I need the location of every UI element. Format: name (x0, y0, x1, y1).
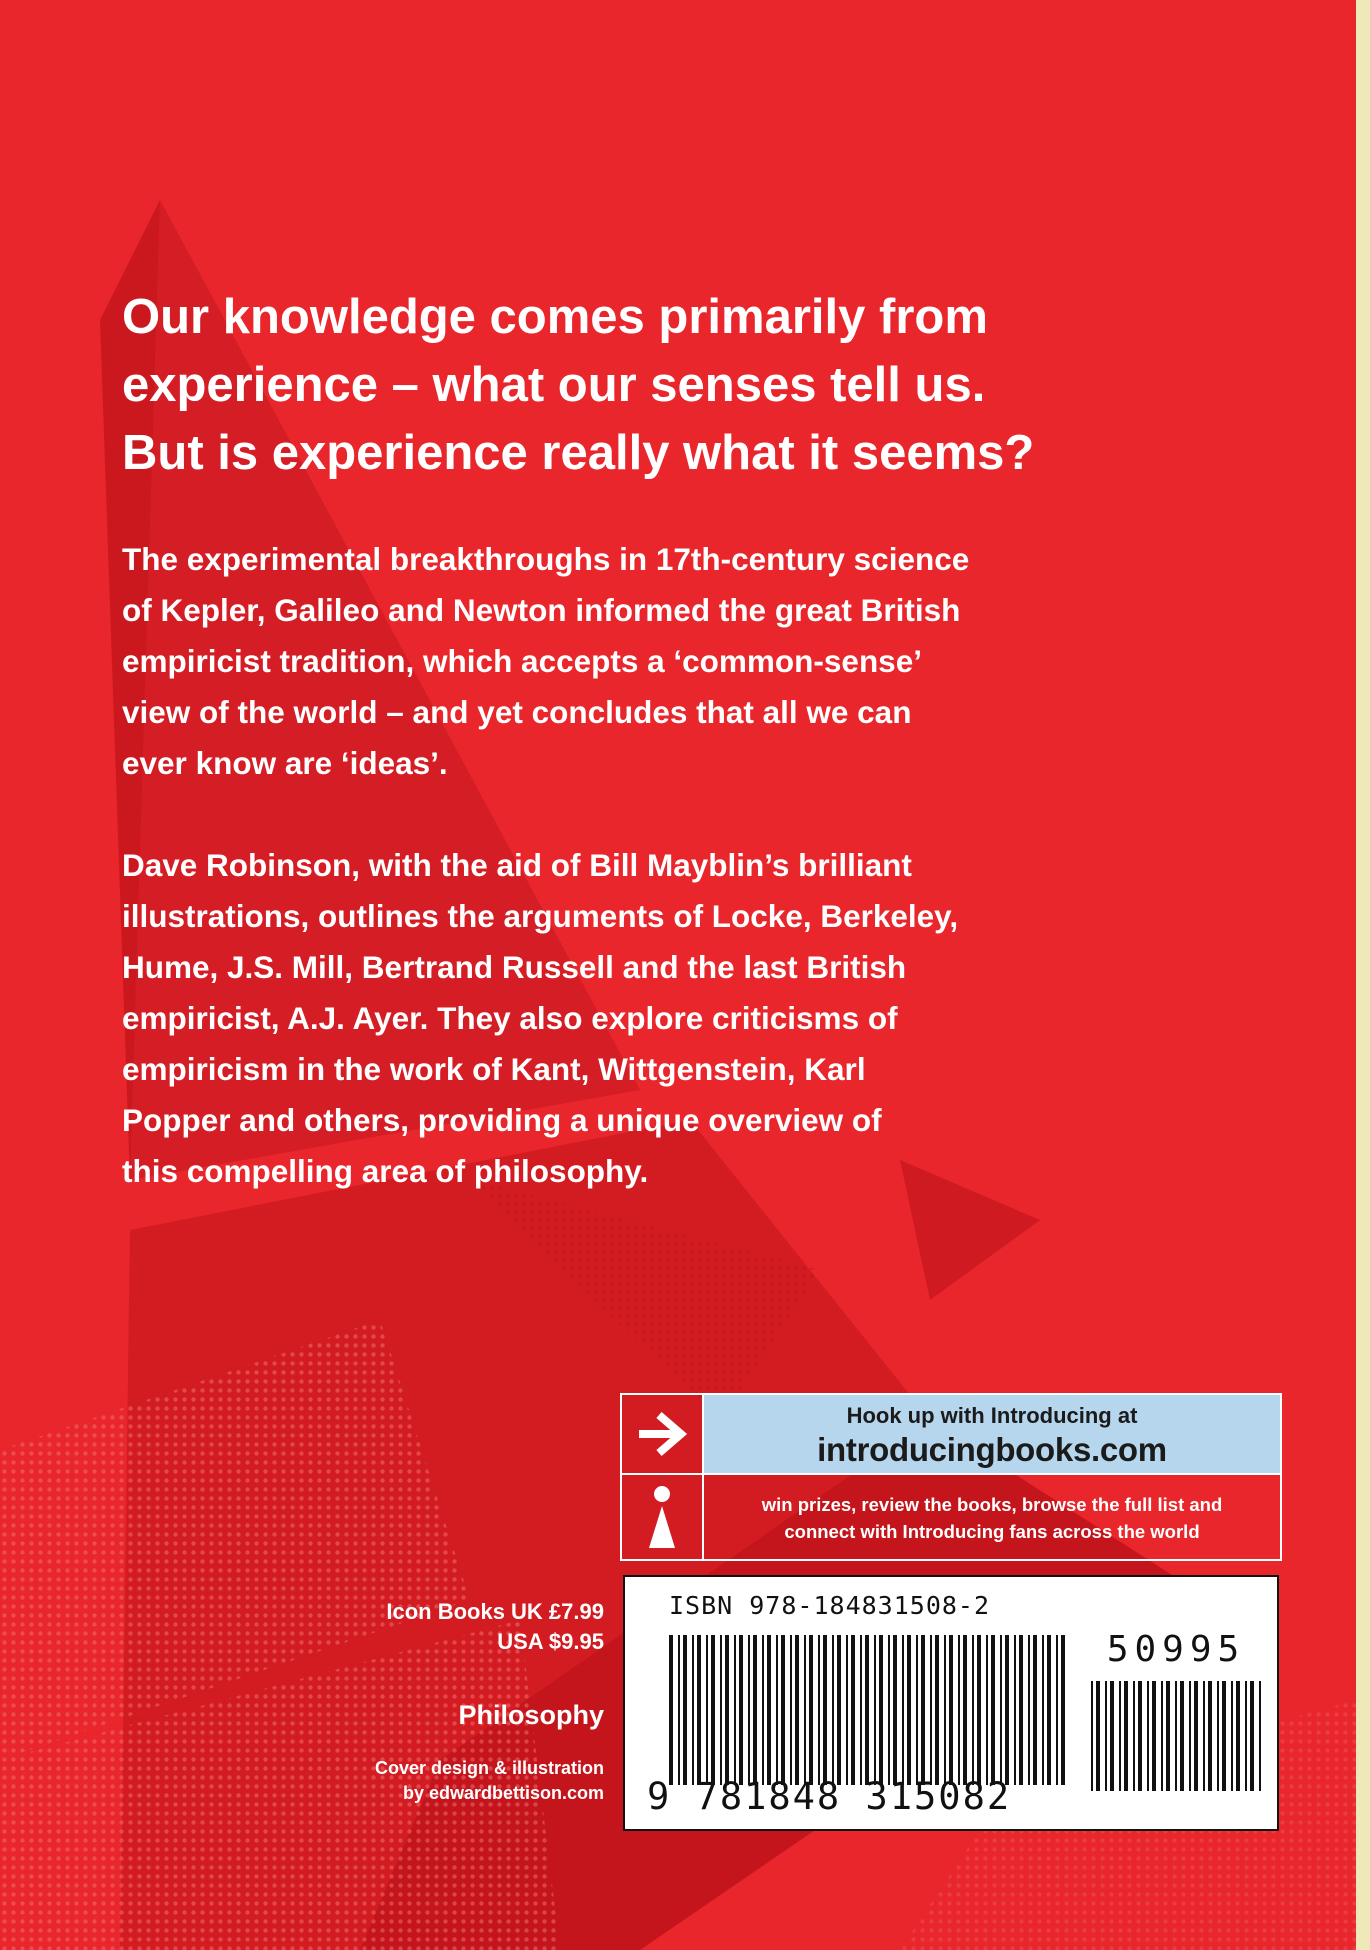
right-arrow-icon (635, 1410, 689, 1458)
price-usa: USA $9.95 (497, 1629, 604, 1654)
description-paragraph-1 (122, 534, 1242, 789)
paragraph-line: empiricist, A.J. Ayer. They also explore criticisms of (122, 1000, 898, 1036)
credit-line: Cover design & illustration (374, 1758, 604, 1778)
promo-heading: Hook up with Introducing at (846, 1403, 1138, 1428)
isbn-text: ISBN 978-184831508-2 (669, 1591, 991, 1620)
price-block (280, 1597, 604, 1657)
paragraph-line: illustrations, outlines the arguments of Locke, Berkeley, (122, 898, 959, 934)
description-paragraph-2 (122, 840, 1242, 1197)
promo-header (704, 1395, 1280, 1475)
paragraph-line: The experimental breakthroughs in 17th-century science (122, 541, 970, 577)
price-code: 50995 (1106, 1629, 1246, 1670)
credit-line: by edwardbettison.com (402, 1783, 604, 1803)
paragraph-line: of Kepler, Galileo and Newton informed the great British (122, 592, 961, 628)
paragraph-line: ever know are ‘ideas’. (122, 745, 448, 781)
promo-line: connect with Introducing fans across the world (784, 1521, 1200, 1542)
info-figure-icon (645, 1482, 679, 1552)
promo-description (704, 1475, 1280, 1559)
barcode-box (623, 1575, 1279, 1831)
price-uk: Icon Books UK £7.99 (386, 1599, 604, 1624)
promo-line: win prizes, review the books, browse the full list and (761, 1494, 1223, 1515)
ean-digits: 9 781848 315082 (647, 1775, 1012, 1818)
arrow-cell (622, 1395, 704, 1475)
paragraph-line: Dave Robinson, with the aid of Bill Mayblin’s brilliant (122, 847, 912, 883)
subject-category: Philosophy (458, 1700, 604, 1730)
paragraph-line: empiricist tradition, which accepts a ‘common-sense’ (122, 643, 922, 679)
headline-line: But is experience really what it seems? (122, 426, 1035, 480)
paragraph-line: Hume, J.S. Mill, Bertrand Russell and the last British (122, 949, 907, 985)
paragraph-line: view of the world – and yet concludes that all we can (122, 694, 912, 730)
promo-box (620, 1393, 1282, 1561)
headline (122, 283, 1222, 487)
cover-credit (280, 1756, 604, 1806)
paragraph-line: Popper and others, providing a unique overview of (122, 1102, 882, 1138)
page-edge (1356, 0, 1370, 1950)
promo-url-link[interactable]: introducingbooks.com (817, 1431, 1167, 1468)
paragraph-line: empiricism in the work of Kant, Wittgenstein, Karl (122, 1051, 866, 1087)
headline-line: Our knowledge comes primarily from (122, 290, 988, 344)
headline-line: experience – what our senses tell us. (122, 358, 986, 412)
info-cell (622, 1475, 704, 1559)
paragraph-line: this compelling area of philosophy. (122, 1153, 649, 1189)
